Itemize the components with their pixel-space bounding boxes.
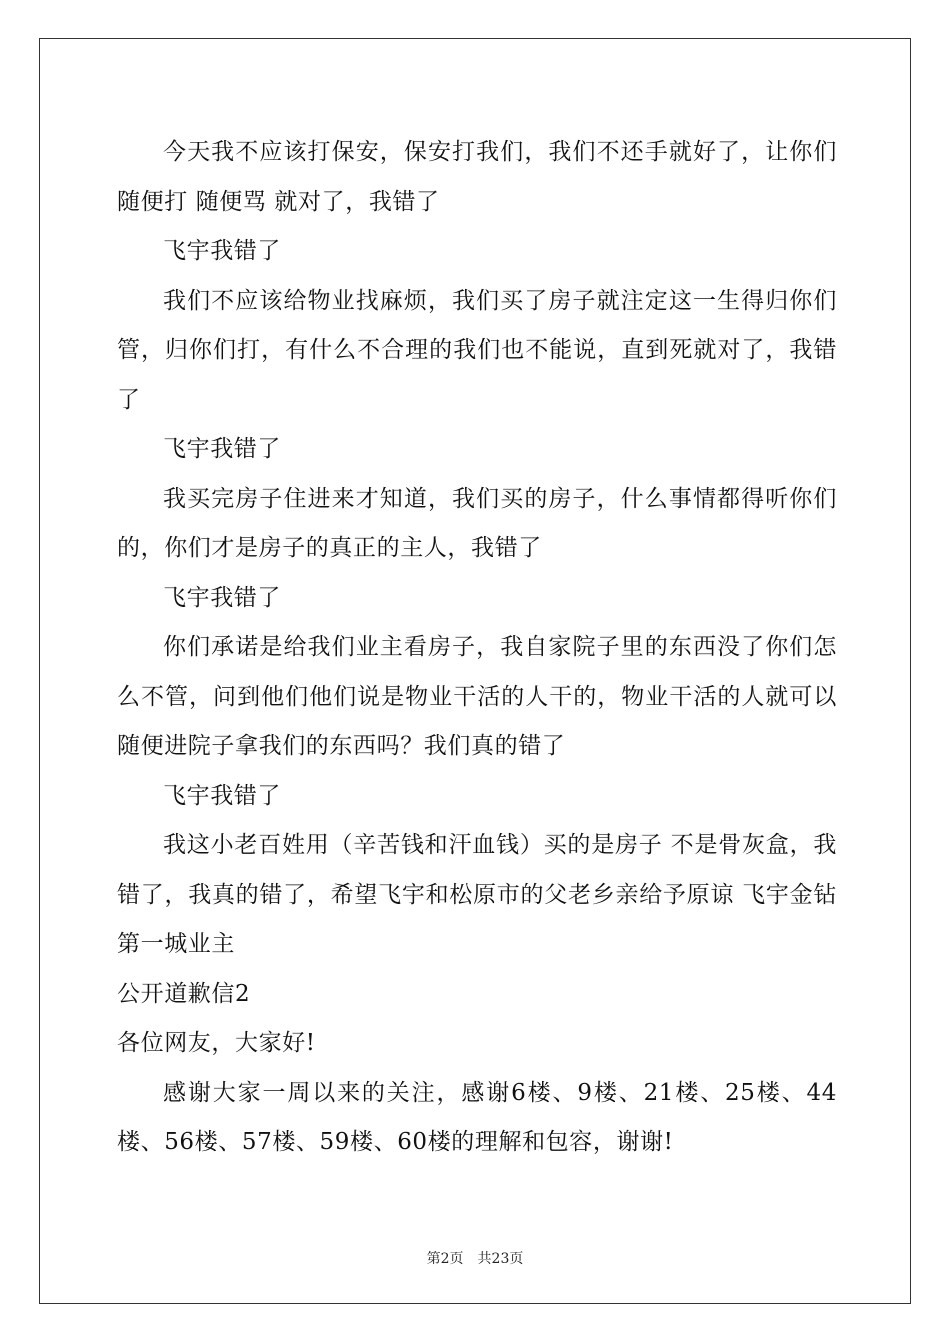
paragraph: 我这小老百姓用（辛苦钱和汗血钱）买的是房子 不是骨灰盒，我错了，我真的错了，希望飞宇和松原市的父老乡亲给予原谅 飞宇金钻第一城业主 — [117, 832, 837, 957]
paragraph: 感谢大家一周以来的关注，感谢6楼、9楼、21楼、25楼、44楼、56楼、57楼、59楼、60楼的理解和包容，谢谢! — [117, 1079, 837, 1155]
paragraph: 飞宇我错了 — [163, 584, 281, 611]
page-number: 第2页 共23页 — [426, 1251, 524, 1267]
paragraph: 我买完房子住进来才知道，我们买的房子，什么事情都得听你们的，你们才是房子的真正的主人，我错了 — [117, 485, 837, 561]
paragraph: 你们承诺是给我们业主看房子，我自家院子里的东西没了你们怎么不管，问到他们他们说是物业干活的人干的，物业干活的人就可以随便进院子拿我们的东西吗？我们真的错了 — [117, 634, 837, 759]
greeting: 各位网友，大家好! — [117, 1030, 316, 1056]
paragraph: 飞宇我错了 — [163, 238, 281, 264]
section-heading: 公开道歉信2 — [117, 980, 251, 1007]
document-body — [117, 128, 837, 1168]
paragraph: 我们不应该给物业找麻烦，我们买了房子就注定这一生得归你们管，归你们打，有什么不合理的我们也不能说，直到死就对了，我错了 — [117, 287, 837, 413]
paragraph: 飞宇我错了 — [163, 782, 281, 809]
paragraph: 今天我不应该打保安，保安打我们，我们不还手就好了，让你们随便打 随便骂 就对了，我错了 — [117, 139, 837, 215]
paragraph: 飞宇我错了 — [163, 436, 281, 462]
